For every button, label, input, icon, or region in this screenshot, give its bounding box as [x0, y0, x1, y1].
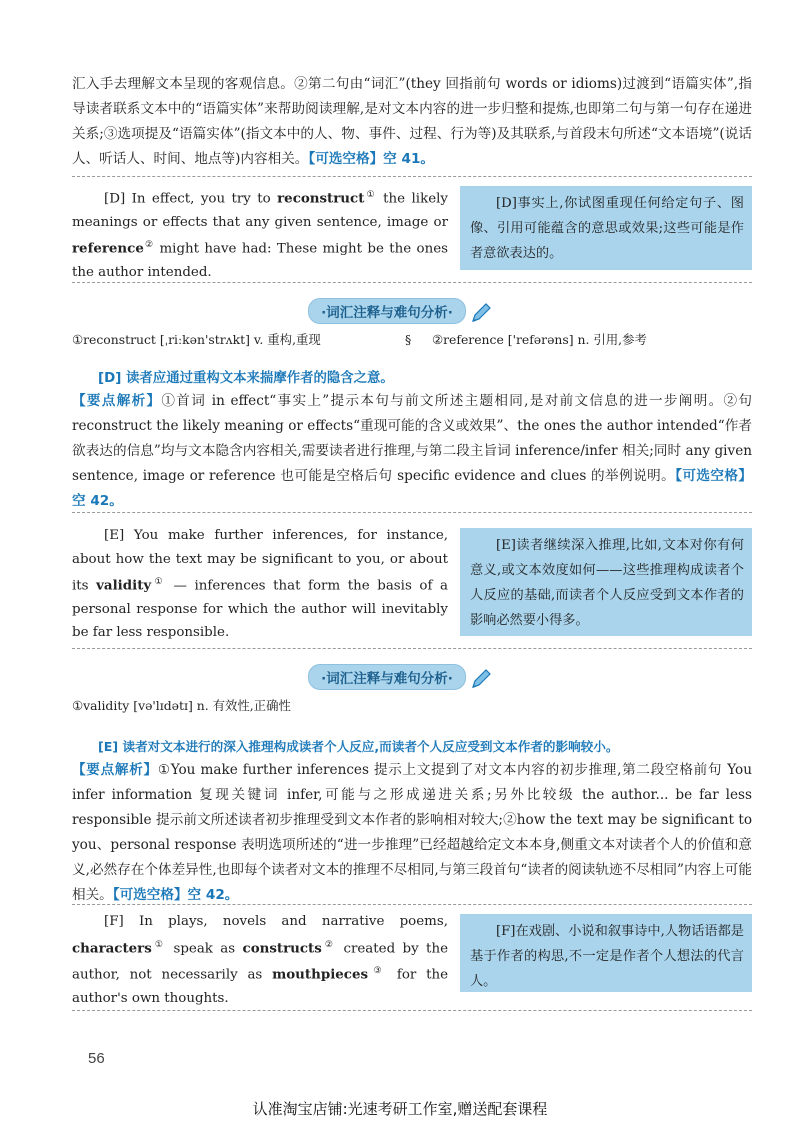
divider: [72, 1010, 752, 1011]
vocab-entry: ②reference ['refərəns] n. 引用,参考: [432, 332, 647, 347]
pen-icon: [470, 302, 492, 324]
divider: [72, 512, 752, 513]
section-e-analysis: 【要点解析】①You make further inferences 提示上文提到了对文本内容的初步推理,第二段空格前句 You infer information 复现关键词 infer,可能与之形成递进关系;另外比较级 the author... be far less responsible 提示前文所述读者初步推理受到文本作者的影响相对较大;②how the text may be significant to you、personal response 表明选项所述的“进一步推理”已经超越给定文本本身,侧重文本对读者个人的价值和意义,必然存在个体差异性,也即每个读者对文本的推理不尽相同,与第三段首句“读者的阅读轨迹不尽相同”内容上可能相关。【可选空格】空 42。: [72, 762, 752, 903]
vocab-word-reconstruct: reconstruct: [277, 190, 365, 207]
vocab-word-validity: validity: [96, 577, 152, 594]
vocab-entry: ①reconstruct [ˌriːkən'strʌkt] v. 重构,重现: [72, 332, 321, 347]
section-e-vocab-title: ·词汇注释与难句分析·: [0, 664, 800, 690]
intro-body: 汇入手去理解文本呈现的客观信息。②第二句由“词汇”(they 回指前句 words or idioms)过渡到“语篇实体”,指导读者联系文本中的“语篇实体”来帮助阅读理解,是对文本内容的进一步归整和提炼,也即第二句与第一句存在递进关系;③选项提及“语篇实体”(指文本中的人、物、事件、过程、行为等)及其联系,与首段末句所述“文本语境”(说话人、听话人、时间、地点等)内容相关。: [72, 76, 752, 167]
section-e-english: [E] You make further inferences, for instance, about how the text may be significant to you, or about its validity① — inferences that form the basis of a personal response for which the author will inevitably be far less responsible.: [72, 528, 448, 641]
pen-icon: [470, 668, 492, 690]
vocab-word-characters: characters: [72, 939, 152, 956]
intro-tag: 【可选空格】空 41。: [308, 151, 435, 167]
vocab-word-reference: reference: [72, 240, 144, 257]
vocab-word-mouthpieces: mouthpieces: [272, 966, 369, 983]
answer-tag: 【可选空格】空 42。: [72, 468, 752, 509]
section-d-heading: [D] 读者应通过重构文本来揣摩作者的隐含之意。: [98, 371, 394, 386]
section-d-vocab: [72, 330, 752, 350]
section-e-vocab: [72, 696, 752, 716]
section-f-english: [F] In plays, novels and narrative poems, characters① speak as constructs② created by the author, not necessarily as mouthpieces③ for the author's own thoughts.: [72, 914, 448, 1007]
section-d-analysis: 【要点解析】①首词 in effect“事实上”提示本句与前文所述主题相同,是对前文信息的进一步阐明。②句 reconstruct the likely meaning or effects“重现可能的含义或效果”、the ones the author intended“作者欲表达的信息”均与文本隐含内容相关,需要读者进行推理,与第二段主旨词 inference/infer 相关;同时 any given sentence, image or reference 也可能是空格后句 specific evidence and clues 的举例说明。【可选空格】空 42。: [72, 393, 752, 509]
vocab-entry: ①validity [və'lɪdətɪ] n. 有效性,正确性: [72, 698, 291, 713]
intro-paragraph: [72, 72, 752, 172]
vocab-word-constructs: constructs: [242, 939, 322, 956]
divider: [72, 904, 752, 905]
analysis-tag: 【要点解析】: [72, 762, 158, 778]
divider: [72, 282, 752, 283]
section-f-translation: [F]在戏剧、小说和叙事诗中,人物话语都是基于作者的构思,不一定是作者个人想法的代言人。: [460, 914, 752, 992]
section-e-heading: [E] 读者对文本进行的深入推理构成读者个人反应,而读者个人反应受到文本作者的影响较小。: [98, 739, 619, 754]
section-d-english: [D] In effect, you try to reconstruct① the likely meanings or effects that any given sentence, image or reference② might have had: These might be the ones the author intended.: [72, 190, 448, 281]
analysis-tag: 【要点解析】: [72, 393, 162, 409]
section-d-vocab-title: ·词汇注释与难句分析·: [0, 298, 800, 324]
divider: [72, 648, 752, 649]
page-number: 56: [88, 1050, 105, 1067]
section-e-translation: [E]读者继续深入推理,比如,文本对你有何意义,或文本效度如何——这些推理构成读者个人反应的基础,而读者个人反应受到文本作者的影响必然要小得多。: [460, 528, 752, 636]
section-d-translation: [D]事实上,你试图重现任何给定句子、图像、引用可能蕴含的意思或效果;这些可能是作者意欲表达的。: [460, 186, 752, 270]
footer-text: 认准淘宝店铺:光速考研工作室,赠送配套课程: [252, 1100, 548, 1118]
vocab-separator: §: [405, 332, 412, 347]
answer-tag: 【可选空格】空 42。: [112, 887, 239, 903]
divider: [72, 176, 752, 177]
